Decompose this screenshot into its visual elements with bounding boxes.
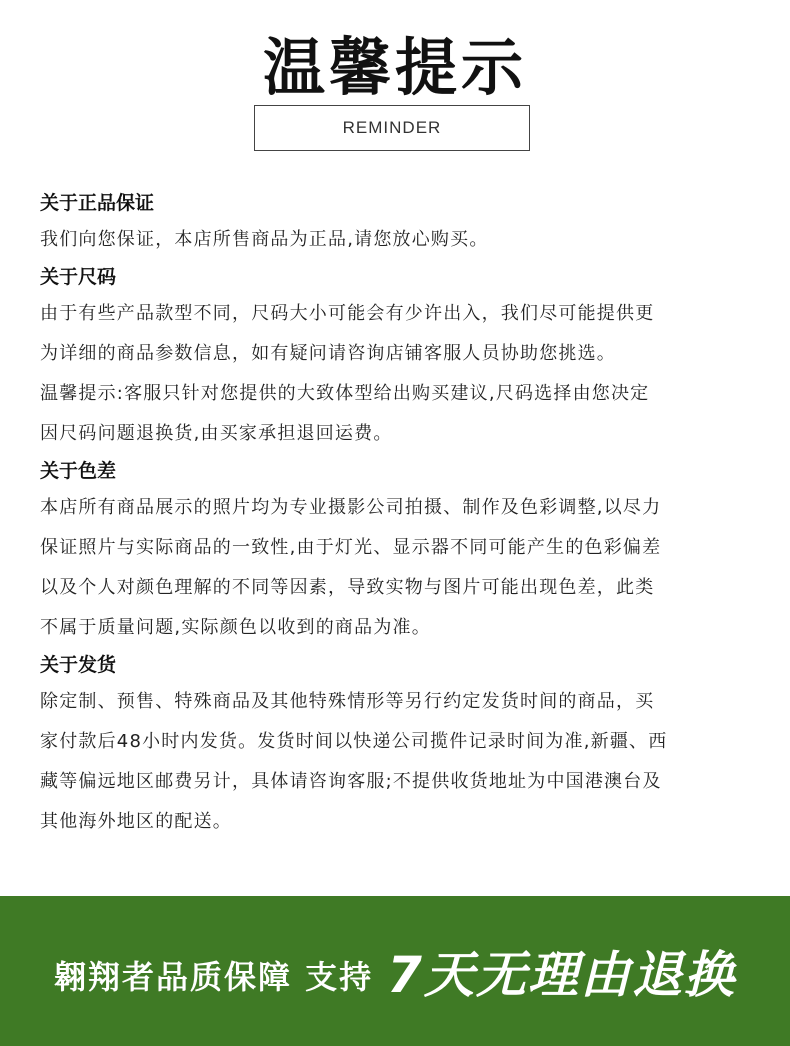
paragraph-line: 家付款后48小时内发货。发货时间以快递公司揽件记录时间为准,新疆、西: [40, 731, 668, 752]
paragraph-line: 本店所有商品展示的照片均为专业摄影公司拍摄、制作及色彩调整,以尽力: [40, 497, 662, 518]
paragraph-line: 不属于质量问题,实际颜色以收到的商品为准。: [40, 617, 431, 638]
section-heading: 关于尺码: [40, 266, 117, 288]
section-size: [40, 260, 760, 454]
paragraph-line: 保证照片与实际商品的一致性,由于灯光、显示器不同可能产生的色彩偏差: [40, 537, 662, 558]
banner-return-policy: 7天无理由退换: [387, 946, 736, 1004]
paragraph-line: 因尺码问题退换货,由买家承担退回运费。: [40, 423, 393, 444]
section-shipping: [40, 648, 760, 842]
paragraph-line: 由于有些产品款型不同，尺码大小可能会有少许出入，我们尽可能提供更: [40, 303, 655, 324]
paragraph-line: 我们向您保证，本店所售商品为正品,请您放心购买。: [40, 229, 489, 250]
paragraph-line: 除定制、预售、特殊商品及其他特殊情形等另行约定发货时间的商品，买: [40, 691, 655, 712]
paragraph-line: 为详细的商品参数信息，如有疑问请咨询店铺客服人员协助您挑选。: [40, 343, 616, 364]
reminder-label: REMINDER: [254, 105, 530, 151]
paragraph-line: 以及个人对颜色理解的不同等因素，导致实物与图片可能出现色差，此类: [40, 577, 655, 598]
paragraph-line: 藏等偏远地区邮费另计，具体请咨询客服;不提供收货地址为中国港澳台及: [40, 771, 662, 792]
section-color: [40, 454, 760, 648]
section-authentic: [40, 186, 760, 260]
section-heading: 关于色差: [40, 460, 117, 482]
guarantee-banner: [0, 896, 790, 1046]
section-heading: 关于正品保证: [40, 192, 155, 214]
notice-content: [40, 186, 760, 842]
section-heading: 关于发货: [40, 654, 117, 676]
page-title: 温馨提示: [262, 31, 527, 104]
banner-brand-text: 翱翔者品质保障 支持: [54, 958, 374, 996]
paragraph-line: 其他海外地区的配送。: [40, 811, 232, 832]
paragraph-line: 温馨提示:客服只针对您提供的大致体型给出购买建议,尺码选择由您决定: [40, 383, 650, 404]
